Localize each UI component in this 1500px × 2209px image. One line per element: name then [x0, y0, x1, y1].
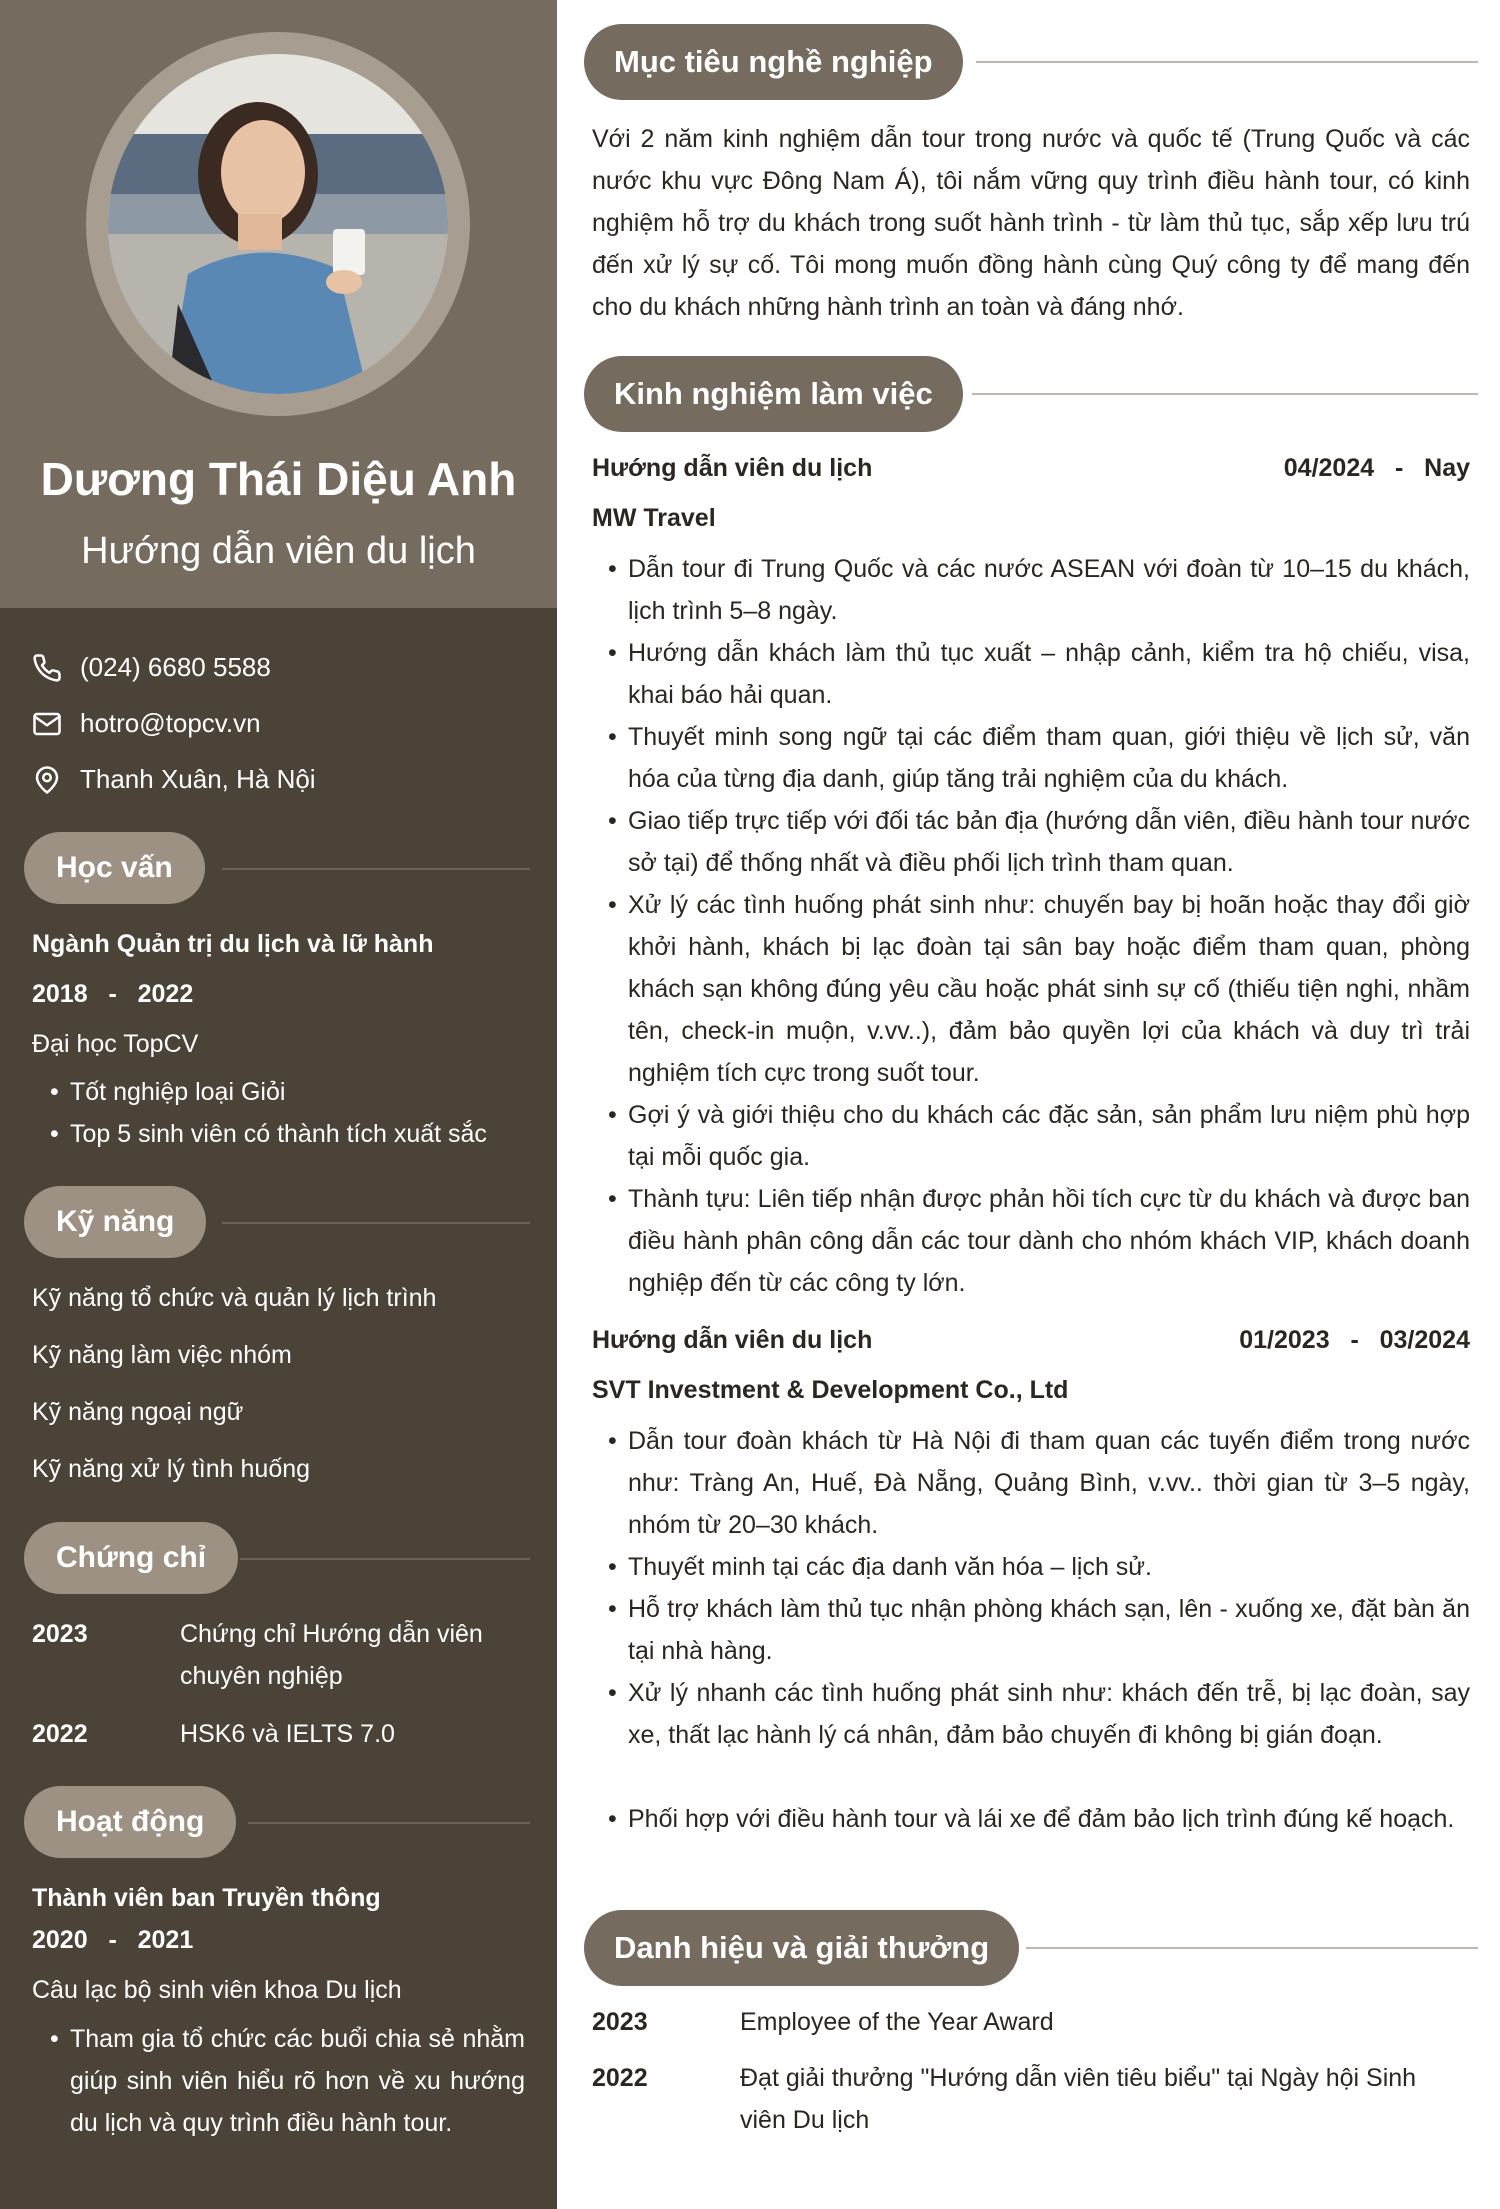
email-text: hotro@topcv.vn [80, 708, 261, 738]
job-bullet: • Thuyết minh song ngữ tại các điểm tham quan, giới thiệu về lịch sử, văn hóa của từng địa danh, giúp tăng trải nghiệm của du khách. [628, 716, 1470, 800]
skills-divider [222, 1222, 530, 1224]
job-bullet: • Thuyết minh tại các địa danh văn hóa – lịch sử. [628, 1546, 1470, 1588]
award-name-cont: viên Du lịch [740, 2106, 870, 2134]
awards-heading: Danh hiệu và giải thưởng [584, 1910, 1019, 1986]
job-bullet: • Thành tựu: Liên tiếp nhận được phản hồi tích cực từ du khách và được ban điều hành phân công dẫn các tour dành cho nhóm khách VIP, khách doanh nghiệp đến từ các công ty lớn. [628, 1178, 1470, 1304]
certificate-year: 2022 [32, 1720, 88, 1748]
certificate-name: Chứng chỉ Hướng dẫn viên [180, 1620, 483, 1648]
experience-heading: Kinh nghiệm làm việc [584, 356, 963, 432]
award-year: 2022 [592, 2064, 648, 2092]
job-company: MW Travel [592, 504, 716, 532]
job-bullet: • Gợi ý và giới thiệu cho du khách các đặc sản, sản phẩm lưu niệm phù hợp tại mỗi quốc gia. [628, 1094, 1470, 1178]
skills-heading: Kỹ năng [24, 1186, 206, 1258]
education-years: 2018 - 2022 [32, 980, 194, 1008]
candidate-name: Dương Thái Diệu Anh [40, 453, 517, 505]
activities-heading: Hoạt động [24, 1786, 236, 1858]
mail-icon [32, 709, 62, 739]
job-bullet: • Giao tiếp trực tiếp với đối tác bản địa (hướng dẫn viên, điều hành tour nước sở tại) để thống nhất và điều phối lịch trình tham quan. [628, 800, 1470, 884]
contact-address [32, 764, 316, 795]
activity-bullet: • Tham gia tổ chức các buổi chia sẻ nhằm giúp sinh viên hiểu rõ hơn về xu hướng du lịch và quy trình điều hành tour. [70, 2018, 525, 2144]
candidate-title: Hướng dẫn viên du lịch [81, 530, 476, 572]
phone-icon [32, 653, 62, 683]
avatar-ring [86, 32, 470, 416]
award-name: Employee of the Year Award [740, 2008, 1054, 2036]
objective-divider [976, 61, 1478, 63]
certificate-year: 2023 [32, 1620, 88, 1648]
certificates-heading: Chứng chỉ [24, 1522, 238, 1594]
avatar [108, 54, 448, 394]
job-bullet: • Hỗ trợ khách làm thủ tục nhận phòng khách sạn, lên - xuống xe, đặt bàn ăn tại nhà hàng. [628, 1588, 1470, 1672]
skill-item: Kỹ năng ngoại ngữ [32, 1398, 244, 1426]
objective-text: Với 2 năm kinh nghiệm dẫn tour trong nước và quốc tế (Trung Quốc và các nước khu vực Đông Nam Á), tôi nắm vững quy trình điều hành tour, có kinh nghiệm hỗ trợ du khách trong suốt hành trình - từ làm thủ tục, sắp xếp lưu trú đến xử lý sự cố. Tôi mong muốn đồng hành cùng Quý công ty để mang đến cho du khách những hành trình an toàn và đáng nhớ. [592, 125, 1470, 321]
job-bullet: • Xử lý các tình huống phát sinh như: chuyến bay bị hoãn hoặc thay đổi giờ khởi hành, khách bị lạc đoàn tại sân bay hoặc điểm tham quan, phòng khách sạn không đúng yêu cầu hoặc phát sinh sự cố (thiếu tiện nghi, nhầm tên, check-in muộn, v.vv..), đảm bảo quyền lợi của khách và duy trì trải nghiệm tích cực trong suốt tour. [628, 884, 1470, 1094]
job-dates: 04/2024 - Nay [1283, 454, 1470, 482]
address-text: Thanh Xuân, Hà Nội [80, 764, 316, 794]
award-year: 2023 [592, 2008, 648, 2036]
education-bullet: • Top 5 sinh viên có thành tích xuất sắc [70, 1120, 487, 1149]
job-bullet: • Phối hợp với điều hành tour và lái xe để đảm bảo lịch trình đúng kế hoạch. [628, 1798, 1470, 1840]
job-position: Hướng dẫn viên du lịch [592, 1326, 873, 1354]
activity-years: 2020 - 2021 [32, 1926, 194, 1954]
education-bullet: • Tốt nghiệp loại Giỏi [70, 1078, 285, 1107]
objective-heading: Mục tiêu nghề nghiệp [584, 24, 963, 100]
job-bullet: • Dẫn tour đi Trung Quốc và các nước ASEAN với đoàn từ 10–15 du khách, lịch trình 5–8 ngày. [628, 548, 1470, 632]
skill-item: Kỹ năng xử lý tình huống [32, 1455, 311, 1483]
activity-role: Thành viên ban Truyền thông [32, 1884, 381, 1912]
certificates-divider [240, 1558, 530, 1560]
contact-phone [32, 652, 271, 683]
awards-divider [1026, 1947, 1478, 1949]
job-dates: 01/2023 - 03/2024 [1239, 1326, 1470, 1354]
certificate-name: HSK6 và IELTS 7.0 [180, 1720, 395, 1748]
education-divider [222, 868, 530, 870]
job-bullet: • Hướng dẫn khách làm thủ tục xuất – nhập cảnh, kiểm tra hộ chiếu, visa, khai báo hải quan. [628, 632, 1470, 716]
activity-org: Câu lạc bộ sinh viên khoa Du lịch [32, 1976, 402, 2004]
skill-item: Kỹ năng làm việc nhóm [32, 1341, 292, 1369]
job-bullet: • Xử lý nhanh các tình huống phát sinh như: khách đến trễ, bị lạc đoàn, say xe, thất lạc hành lý cá nhân, đảm bảo chuyến đi không bị gián đoạn. [628, 1672, 1470, 1756]
experience-divider [972, 393, 1478, 395]
phone-text: (024) 6680 5588 [80, 652, 271, 682]
education-school: Đại học TopCV [32, 1030, 199, 1058]
award-name: Đạt giải thưởng "Hướng dẫn viên tiêu biểu" tại Ngày hội Sinh [740, 2064, 1417, 2092]
location-pin-icon [32, 765, 62, 795]
profile-header [0, 0, 557, 608]
job-bullet: • Dẫn tour đoàn khách từ Hà Nội đi tham quan các tuyến điểm trong nước như: Tràng An, Huế, Đà Nẵng, Quảng Bình, v.vv.. thời gian từ 3–5 ngày, nhóm từ 20–30 khách. [628, 1420, 1470, 1546]
job-company: SVT Investment & Development Co., Ltd [592, 1376, 1069, 1404]
education-heading: Học vấn [24, 832, 205, 904]
job-position: Hướng dẫn viên du lịch [592, 454, 873, 482]
sidebar [0, 0, 557, 2209]
skill-item: Kỹ năng tổ chức và quản lý lịch trình [32, 1284, 437, 1312]
certificate-name-cont: chuyên nghiệp [180, 1662, 343, 1690]
education-major: Ngành Quản trị du lịch và lữ hành [32, 930, 434, 958]
activities-divider [248, 1822, 530, 1824]
contact-email [32, 708, 261, 739]
